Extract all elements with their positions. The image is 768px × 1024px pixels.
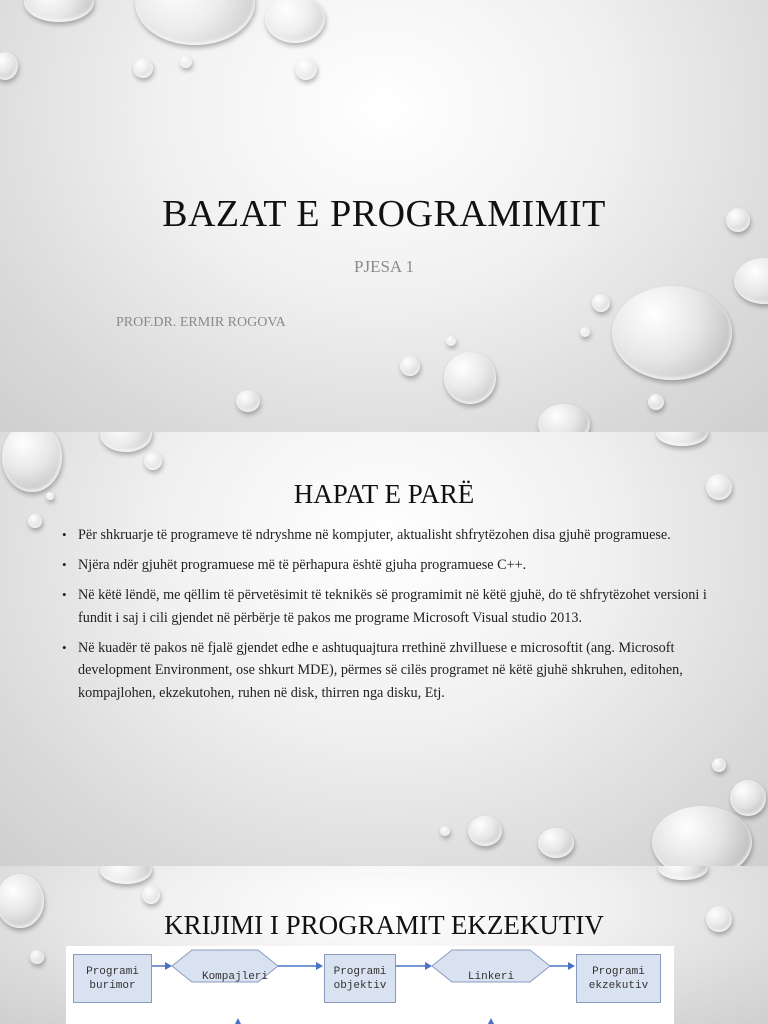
list-item-text: Në këtë lëndë, me qëllim të përvetësimit të teknikës së programimit në këtë gjuhë, do të shfrytëzohet versioni i fundit i saj i cili gjendet në përbërje të pakos me programe Microsoft Visual studio 2013. bbox=[78, 587, 707, 626]
water-drop-decoration bbox=[135, 0, 255, 45]
water-drop-decoration bbox=[580, 327, 590, 337]
list-item bbox=[60, 554, 710, 577]
list-item-text: Njëra ndër gjuhët programuese më të përhapura është gjuha programuese C++. bbox=[78, 557, 527, 573]
water-drop-decoration bbox=[100, 866, 152, 884]
slide-title: KRIJIMI I PROGRAMIT EKZEKUTIV bbox=[164, 910, 604, 940]
water-drop-decoration bbox=[652, 806, 752, 866]
water-drop-decoration bbox=[100, 432, 152, 452]
water-drop-decoration bbox=[28, 514, 42, 528]
bullet-point: • bbox=[62, 557, 67, 572]
linker-label: Linkeri bbox=[467, 971, 515, 983]
arrow-head bbox=[568, 962, 575, 970]
water-drop-decoration bbox=[295, 58, 317, 80]
presentation-title: BAZAT E PROGRAMIMIT bbox=[162, 193, 606, 235]
list-item bbox=[60, 584, 710, 629]
compiler-label: Kompajleri bbox=[201, 971, 268, 983]
bullet-point: • bbox=[62, 527, 67, 542]
list-item-text: Në kuadër të pakos në fjalë gjendet edhe e ashtuquajtura rrethinë zhvilluese e microsoftit (ang. Microsoft development Environment, ose shkurt MDE), përmes së cilës programet në këtë gjuhë shkruhen, editohen, kompajlohen, ekzekutohen, ruhen në disk, thirren nga disku, Etj. bbox=[78, 639, 683, 701]
bullet-point: • bbox=[62, 587, 67, 602]
water-drop-decoration bbox=[444, 352, 496, 404]
water-drop-decoration bbox=[24, 0, 94, 22]
bullet-list bbox=[60, 524, 710, 712]
list-item-text: Për shkruarje të programeve të ndryshme në kompjuter, aktualisht shfrytëzohen disa gjuhë programuese. bbox=[78, 527, 671, 543]
water-drop-decoration bbox=[0, 52, 18, 80]
water-drop-decoration bbox=[142, 886, 160, 904]
water-drop-decoration bbox=[400, 356, 420, 376]
water-drop-decoration bbox=[468, 816, 502, 846]
list-item bbox=[60, 637, 710, 705]
water-drop-decoration bbox=[144, 452, 162, 470]
water-drop-decoration bbox=[538, 404, 590, 432]
water-drop-decoration bbox=[236, 390, 260, 412]
bullet-point: • bbox=[62, 639, 67, 655]
water-drop-decoration bbox=[538, 828, 574, 858]
arrow-head bbox=[487, 1018, 495, 1024]
water-drop-decoration bbox=[446, 336, 456, 346]
title-slide[interactable] bbox=[0, 0, 768, 432]
water-drop-decoration bbox=[133, 58, 153, 78]
water-drop-decoration bbox=[612, 286, 732, 380]
slide-title: HAPAT E PARË bbox=[293, 479, 475, 509]
content-slide[interactable] bbox=[0, 432, 768, 866]
water-drop-decoration bbox=[592, 294, 610, 312]
water-drop-decoration bbox=[712, 758, 726, 772]
presentation-subtitle: PJESA 1 bbox=[354, 257, 414, 276]
water-drop-decoration bbox=[658, 866, 708, 880]
arrow-head bbox=[316, 962, 323, 970]
water-drop-decoration bbox=[180, 56, 192, 68]
arrow-head bbox=[234, 1018, 242, 1024]
water-drop-decoration bbox=[656, 432, 708, 446]
arrow-head bbox=[425, 962, 432, 970]
source-program-box: Programi burimor bbox=[73, 954, 152, 1003]
author-name: PROF.DR. ERMIR ROGOVA bbox=[116, 315, 286, 330]
water-drop-decoration bbox=[730, 780, 766, 816]
arrow-head bbox=[165, 962, 172, 970]
water-drop-decoration bbox=[440, 826, 450, 836]
executable-program-box: Programi ekzekutiv bbox=[576, 954, 661, 1003]
water-drop-decoration bbox=[265, 0, 325, 43]
diagram-slide[interactable] bbox=[0, 866, 768, 1024]
list-item bbox=[60, 524, 710, 547]
object-program-box: Programi objektiv bbox=[324, 954, 396, 1003]
water-drop-decoration bbox=[30, 950, 44, 964]
water-drop-decoration bbox=[648, 394, 664, 410]
